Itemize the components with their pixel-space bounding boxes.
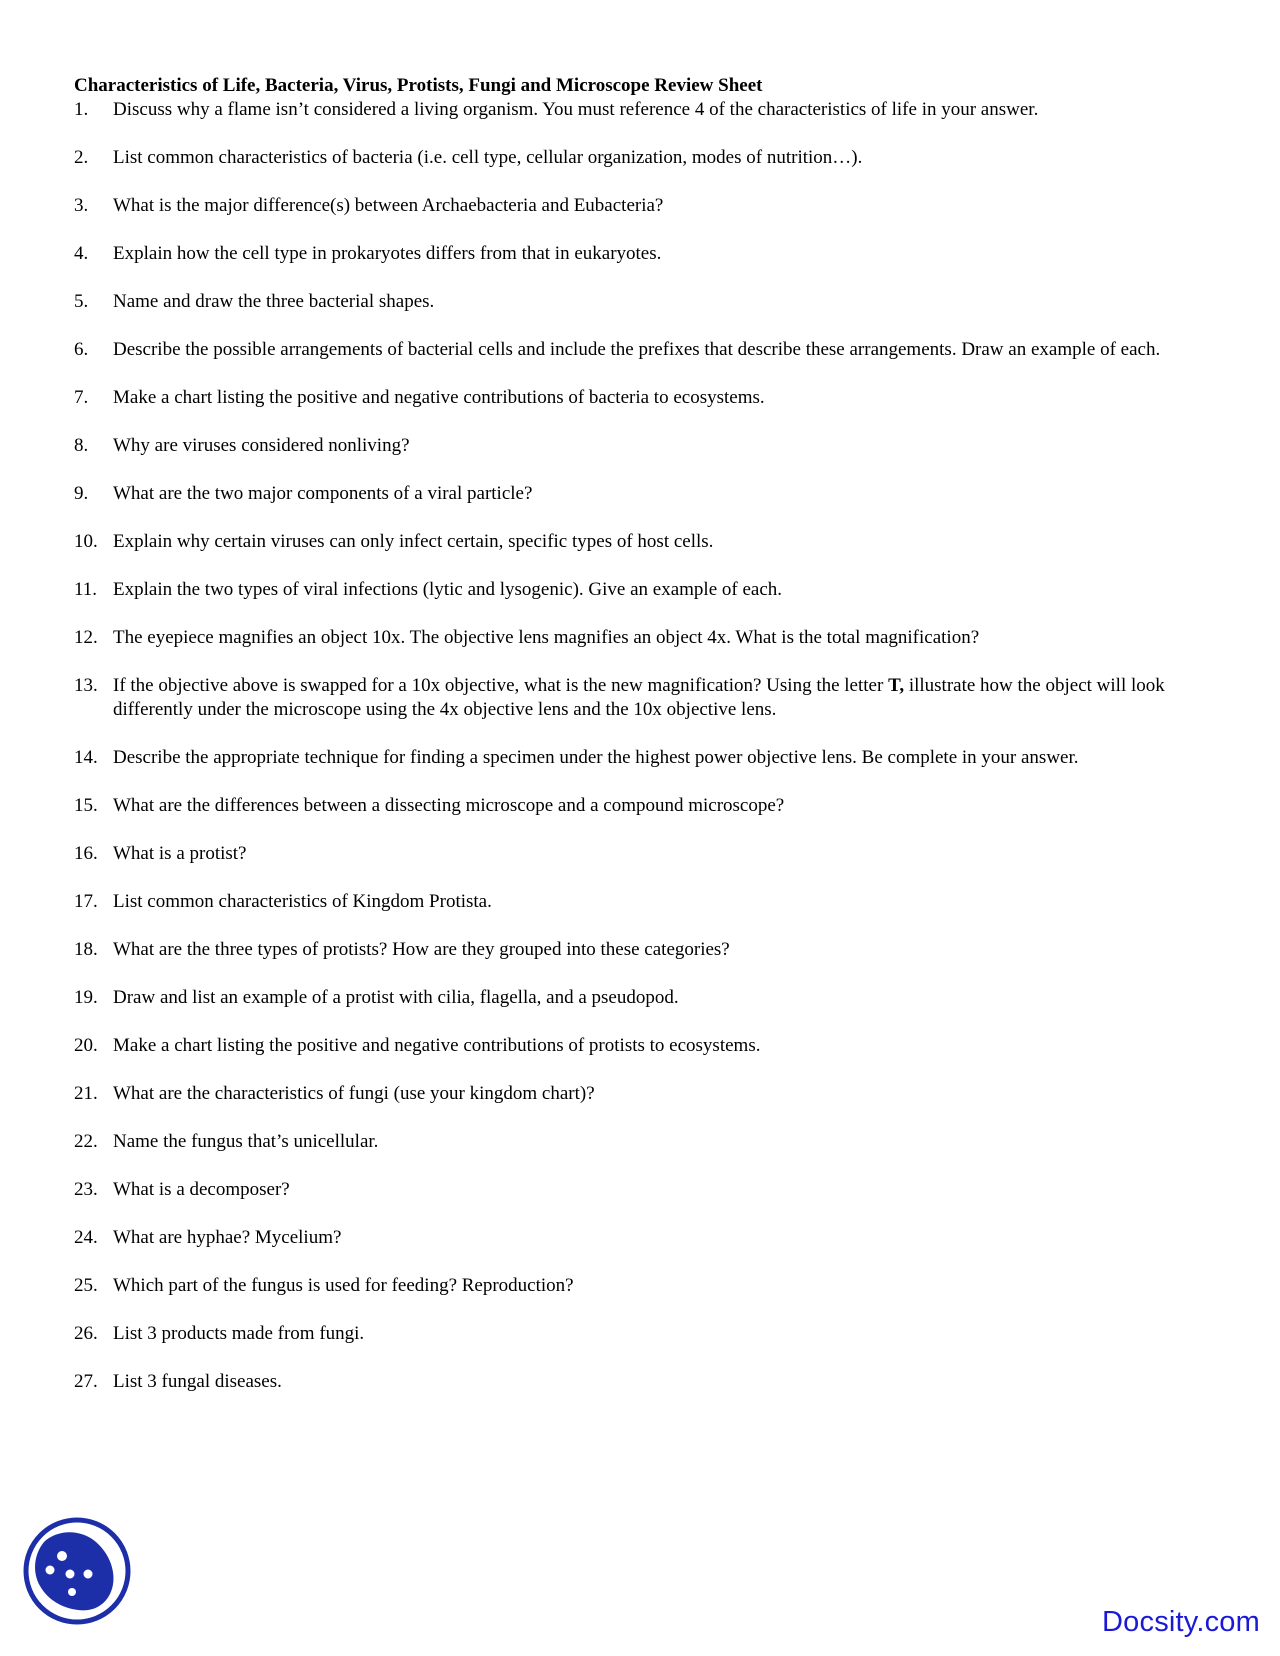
list-item xyxy=(74,842,1204,866)
question-text: Name the fungus that’s unicellular. xyxy=(113,1131,379,1152)
question-text: List common characteristics of bacteria (i.e. cell type, cellular organization, modes of nutrition…). xyxy=(113,147,863,168)
list-item xyxy=(74,986,1204,1010)
question-text: Which part of the fungus is used for feeding? Reproduction? xyxy=(113,1275,574,1296)
question-number: 18. xyxy=(74,939,98,960)
question-text: The eyepiece magnifies an object 10x. The objective lens magnifies an object 4x. What is the total magnification? xyxy=(113,627,980,648)
list-item xyxy=(74,1226,1204,1250)
docsity-brand-link[interactable]: Docsity.com xyxy=(1102,1606,1260,1638)
question-number: 15. xyxy=(74,795,98,816)
question-number: 12. xyxy=(74,627,98,648)
list-item xyxy=(74,890,1204,914)
question-number: 22. xyxy=(74,1131,98,1152)
question-number: 19. xyxy=(74,987,98,1008)
question-number: 24. xyxy=(74,1227,98,1248)
question-text: List 3 products made from fungi. xyxy=(113,1323,365,1344)
question-text: List common characteristics of Kingdom Protista. xyxy=(113,891,492,912)
question-text: What are the characteristics of fungi (use your kingdom chart)? xyxy=(113,1083,595,1104)
question-number: 1. xyxy=(74,99,89,120)
question-list xyxy=(74,98,1204,1394)
question-text: Discuss why a flame isn’t considered a living organism. You must reference 4 of the characteristics of life in your answer. xyxy=(113,99,1039,120)
bold-letter: T, xyxy=(888,675,905,696)
list-item xyxy=(74,146,1204,170)
question-text: Name and draw the three bacterial shapes. xyxy=(113,291,435,312)
question-text: What is a protist? xyxy=(113,843,247,864)
question-number: 3. xyxy=(74,195,89,216)
question-number: 27. xyxy=(74,1371,98,1392)
question-text: Explain how the cell type in prokaryotes differs from that in eukaryotes. xyxy=(113,243,662,264)
list-item xyxy=(74,434,1204,458)
list-item xyxy=(74,1322,1204,1346)
list-item xyxy=(74,98,1204,122)
question-number: 13. xyxy=(74,675,98,696)
question-number: 14. xyxy=(74,747,98,768)
question-number: 23. xyxy=(74,1179,98,1200)
list-item xyxy=(74,386,1204,410)
docsity-logo-icon[interactable] xyxy=(22,1516,132,1626)
question-text xyxy=(113,674,1204,722)
question-text-part: illustrate how the object will look differently under the microscope using the 4x objective lens and the 10x objective lens. xyxy=(113,675,1165,720)
question-text: Why are viruses considered nonliving? xyxy=(113,435,410,456)
list-item xyxy=(74,938,1204,962)
question-text: Explain the two types of viral infections (lytic and lysogenic). Give an example of each. xyxy=(113,579,783,600)
list-item xyxy=(74,338,1204,362)
question-text: What are the three types of protists? How are they grouped into these categories? xyxy=(113,939,730,960)
question-number: 7. xyxy=(74,387,89,408)
question-number: 20. xyxy=(74,1035,98,1056)
page-title: Characteristics of Life, Bacteria, Virus, Protists, Fungi and Microscope Review Sheet xyxy=(74,75,763,96)
list-item xyxy=(74,1130,1204,1154)
question-number: 11. xyxy=(74,579,98,600)
list-item xyxy=(74,482,1204,506)
question-number: 17. xyxy=(74,891,98,912)
list-item xyxy=(74,794,1204,818)
question-text: Describe the appropriate technique for finding a specimen under the highest power objective lens. Be complete in your answer. xyxy=(113,747,1079,768)
list-item xyxy=(74,578,1204,602)
question-number: 4. xyxy=(74,243,89,264)
list-item xyxy=(74,1178,1204,1202)
review-sheet xyxy=(74,74,1204,1418)
question-text-part: If the objective above is swapped for a 10x objective, what is the new magnification? Using the letter xyxy=(113,675,889,696)
question-text: Describe the possible arrangements of bacterial cells and include the prefixes that describe these arrangements. Draw an example of each. xyxy=(113,339,1161,360)
list-item xyxy=(74,242,1204,266)
list-item xyxy=(74,1274,1204,1298)
question-text: What are hyphae? Mycelium? xyxy=(113,1227,342,1248)
question-number: 16. xyxy=(74,843,98,864)
list-item xyxy=(74,1370,1204,1394)
question-number: 6. xyxy=(74,339,89,360)
question-text: What are the two major components of a viral particle? xyxy=(113,483,533,504)
question-text: Explain why certain viruses can only infect certain, specific types of host cells. xyxy=(113,531,714,552)
question-text: What is a decomposer? xyxy=(113,1179,290,1200)
list-item xyxy=(74,290,1204,314)
question-text: Make a chart listing the positive and negative contributions of protists to ecosystems. xyxy=(113,1035,761,1056)
list-item xyxy=(74,1034,1204,1058)
question-text: What is the major difference(s) between Archaebacteria and Eubacteria? xyxy=(113,195,664,216)
question-text: Make a chart listing the positive and negative contributions of bacteria to ecosystems. xyxy=(113,387,765,408)
list-item xyxy=(74,530,1204,554)
question-number: 9. xyxy=(74,483,89,504)
question-number: 10. xyxy=(74,531,98,552)
list-item xyxy=(74,674,1204,722)
list-item xyxy=(74,746,1204,770)
list-item xyxy=(74,1082,1204,1106)
question-number: 21. xyxy=(74,1083,98,1104)
question-number: 8. xyxy=(74,435,89,456)
question-number: 5. xyxy=(74,291,89,312)
list-item xyxy=(74,626,1204,650)
question-text: List 3 fungal diseases. xyxy=(113,1371,282,1392)
question-number: 2. xyxy=(74,147,89,168)
question-text: Draw and list an example of a protist with cilia, flagella, and a pseudopod. xyxy=(113,987,679,1008)
question-text: What are the differences between a dissecting microscope and a compound microscope? xyxy=(113,795,785,816)
question-number: 26. xyxy=(74,1323,98,1344)
list-item xyxy=(74,194,1204,218)
question-number: 25. xyxy=(74,1275,98,1296)
